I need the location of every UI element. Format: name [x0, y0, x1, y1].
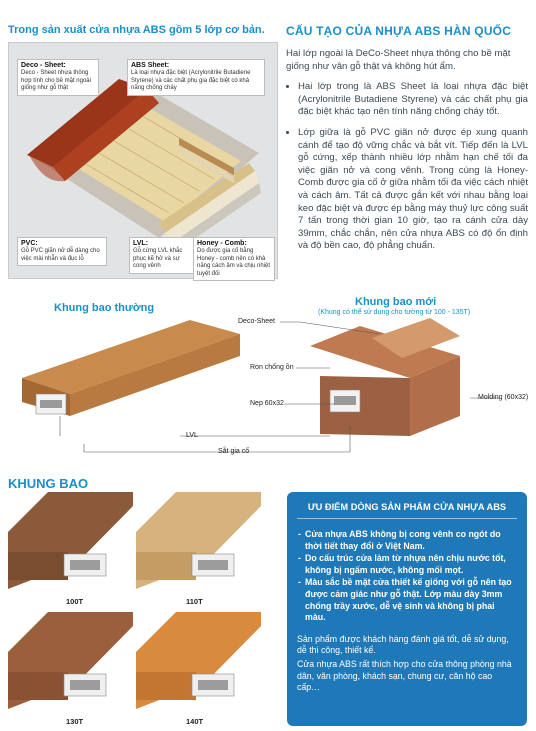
callout-deco-sheet: Deco - Sheet: Deco - Sheet nhựa thông hợp tính cho bề mặt ngoài giống như gỗ thật [17, 59, 99, 96]
intro-paragraph: Hai lớp ngoài là DeCo-Sheet nhựa thông cho bề mặt giống như vân gỗ thật và không hút ẩm. [286, 48, 511, 72]
layers-heading: Trong sản xuất cửa nhựa ABS gồm 5 lớp cơ bản. [8, 24, 265, 36]
advantages-title: ƯU ĐIỂM DÒNG SẢN PHẨM CỬA NHỰA ABS [297, 502, 517, 519]
label-nep: Nẹp 60x32 [250, 400, 284, 407]
advantage-item: - Màu sắc bề mặt cửa thiết kế giống với gỗ nên tạo được cảm giác như gỗ thật. Lớp màu dày 3mm chống trầy xước, dễ vệ sinh và không bị phai màu. [305, 577, 517, 623]
caption-140t: 140T [186, 717, 204, 726]
caption-110t: 110T [186, 597, 203, 606]
profile-100t [8, 492, 133, 589]
bullet-core-layers: • Lớp giữa là gỗ PVC giãn nở được ép xung quanh cánh để tạo độ vững chắc và bắt vít. Tiếp đến là LVL gỗ cứng, xếp thành nhiều lớp nhằm hạn chế tối đa việc giãn nở và cong vênh. Trong cùng là Honey-Comb được gia cố ở giữa nhằm tối đa việc cách nhiệt và cách âm. Tất cả được gắn kết với nhau bằng loại keo đặc biệt và được ép bằng máy thuỷ lực công suất 7 tấn trong thời gian 10 giờ, tạo ra cánh cửa dày 39mm, chắc chắn, nên cửa nhựa ABS có độ ổn định và độ bền cao, độ phẳng chuẩn. [298, 127, 528, 253]
caption-100t: 100T [66, 597, 84, 606]
advantages-panel [287, 492, 527, 726]
advantage-item: - Cửa nhựa ABS không bị cong vênh co ngót do thời tiết thay đổi ở Việt Nam. [305, 529, 517, 552]
profile-140t [136, 612, 261, 709]
profile-130t [8, 612, 133, 709]
callout-lvl: LVL: Gỗ cứng LVL khắc phục kẽ hở và sự cong vênh [129, 237, 195, 274]
label-sat-gia-co: Sắt gia cố [218, 448, 250, 455]
callout-pvc: PVC: Gỗ PVC giãn nở dễ dàng cho việc mài nhẵn và đục lỗ [17, 237, 107, 266]
advantage-item: - Do cấu trúc cửa làm từ nhựa nên chịu nước tốt, không bị ngấm nước, không mối mọt. [305, 553, 517, 576]
label-deco-sheet: Deco-Sheet [238, 318, 275, 325]
door-layers-diagram [8, 42, 278, 279]
label-molding: Molding (60x32) [478, 394, 529, 401]
structure-title: CẤU TẠO CỦA NHỰA ABS HÀN QUỐC [286, 24, 512, 38]
normal-frame-title: Khung bao thường [54, 302, 155, 314]
callout-honey-comb: Honey - Comb: Do được gia cố bằng Honey - comb nên có khả năng cách âm và chịu nhiệt tuyệt đối [193, 237, 275, 281]
advantages-closing-2: Cửa nhựa ABS rất thích hợp cho cửa thông phòng nhà dân, văn phòng, khách sạn, chung cư, căn hộ cao cấp… [297, 658, 512, 693]
khung-bao-title: KHUNG BAO [8, 476, 89, 491]
new-frame-title: Khung bao mới [355, 296, 437, 308]
caption-130t: 130T [66, 717, 84, 726]
new-frame-subtitle: (Khung có thể sử dụng cho tường từ 100 - 135T) [318, 309, 471, 316]
callout-abs-sheet: ABS Sheet: Là loại nhựa đặc biệt (Acrylonitrile Butadiene Styrene) và các chất phụ gia đặc biệt có khả năng chống cháy [127, 59, 265, 96]
profile-110t [136, 492, 261, 589]
bullet-abs-sheet: • Hai lớp trong là ABS Sheet là loại nhựa đặc biệt (Acrylonitrile Butadiene Styrene) và các chất phụ gia đặc biệt khác tạo nên tính năng chống cháy tốt. [298, 81, 528, 119]
label-ron-chong-on: Ron chống ồn [250, 364, 294, 371]
frames-illustration [0, 316, 536, 466]
label-lvl: LVL [186, 432, 198, 439]
advantages-closing-1: Sản phẩm được khách hàng đánh giá tốt, dễ sử dụng, dễ thi công, thiết kế. [297, 633, 509, 656]
structure-description [286, 48, 528, 261]
